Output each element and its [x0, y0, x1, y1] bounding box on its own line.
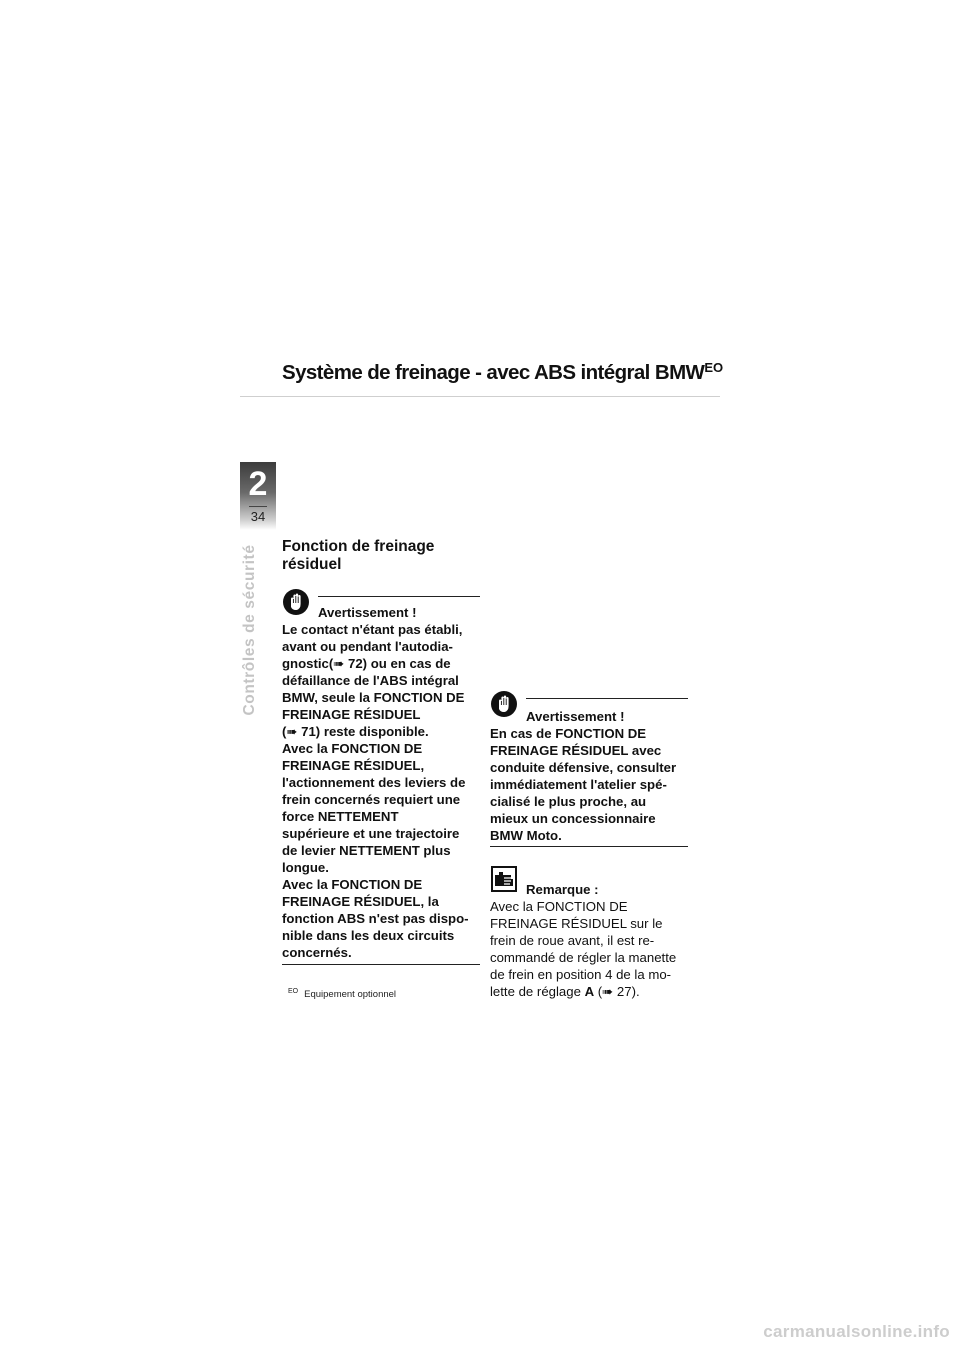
warning1-body: Le contact n'étant pas établi, avant ou pendant l'autodia- gnostic(➠ 72) ou en cas de défaillance de l'ABS intégral BMW, seule la FONCTION DE FREINAGE RÉSIDUEL (➠ 71) reste disponible. Avec la FONCTION DE FREINAGE RÉSIDUEL, l'actionnement des leviers de frein concernés requiert une force NETTEMENT supérieure et une trajectoire de levier NETTEMENT plus longue. Avec la FONCTION DE FREINAGE RÉSIDUEL, la fonction ABS n'est pas dispo- nible dans les deux circuits concernés. [282, 622, 469, 960]
warning2-bottom-rule [490, 846, 688, 847]
note-body [490, 898, 695, 1000]
footnote-text: Equipement optionnel [304, 989, 397, 1000]
warning2-top-rule [526, 698, 688, 699]
chapter-number: 2 [248, 465, 268, 503]
hand-stop-icon [490, 690, 518, 718]
page-title-text: Système de freinage - avec ABS intégral BMW [282, 361, 705, 384]
note-title: Remarque : [526, 882, 599, 897]
page-title [282, 360, 742, 385]
hand-stop-icon [282, 588, 310, 616]
warning2-body: En cas de FONCTION DE FREINAGE RÉSIDUEL avec conduite défensive, consulter immédiatement l'atelier spé- cialisé le plus proche, au mieux un concessionnaire BMW Moto. [490, 726, 677, 843]
chapter-divider [249, 506, 267, 507]
note-hand-icon [491, 866, 517, 892]
warning2-title: Avertissement ! [526, 709, 625, 724]
warning1-bottom-rule [282, 964, 480, 965]
footnote [288, 988, 396, 1000]
page-title-sup: EO [704, 360, 724, 375]
chapter-tab [240, 462, 276, 530]
page-number: 34 [250, 509, 266, 524]
watermark: carmanualsonline.info [763, 1322, 950, 1341]
title-divider [240, 396, 720, 397]
note-body-end: (➠ 27). [594, 984, 640, 999]
warning1-top-rule [318, 596, 480, 597]
footnote-sup: EO [288, 988, 299, 995]
section-heading: Fonction de freinage résiduel [282, 538, 435, 573]
warning1-title: Avertissement ! [318, 605, 417, 620]
note-body-bold: A [584, 984, 595, 999]
note-body-text: Avec la FONCTION DE FREINAGE RÉSIDUEL sur le frein de roue avant, il est re- commandé de régler la manette de frein en position 4 de la mo- lette de réglage [490, 899, 677, 999]
chapter-side-label-text: Contrôles de sécurité [241, 544, 258, 716]
